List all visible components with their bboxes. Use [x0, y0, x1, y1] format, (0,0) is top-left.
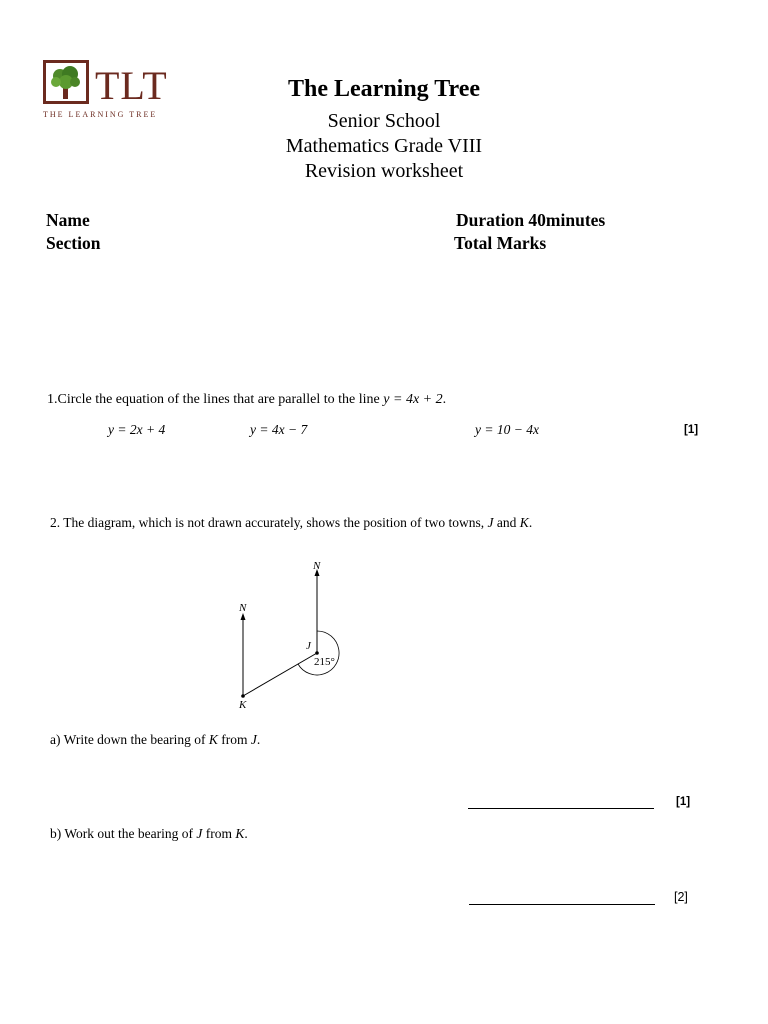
worksheet-type: Revision worksheet	[304, 160, 464, 182]
bearing-diagram	[220, 555, 370, 715]
q1-marks: [1]	[684, 424, 699, 436]
point-j-label: J	[306, 640, 311, 652]
school-name: Senior School	[327, 110, 441, 132]
angle-label: 215°	[314, 656, 335, 668]
question-2-text: 2. The diagram, which is not drawn accurately, shows the position of two towns, J and K.	[50, 515, 533, 530]
point-k	[241, 694, 245, 698]
point-k-label: K	[239, 699, 247, 711]
page-title: The Learning Tree	[288, 76, 480, 102]
q1-option-3[interactable]: y = 10 − 4x	[475, 422, 539, 437]
subject-grade: Mathematics Grade VIII	[285, 135, 483, 157]
q1-option-1[interactable]: y = 2x + 4	[108, 422, 166, 437]
total-marks-label: Total Marks	[454, 233, 547, 253]
part-a-answer-line[interactable]	[468, 808, 654, 809]
k-north-arrow	[241, 613, 246, 620]
point-j	[315, 651, 319, 655]
duration-label: Duration 40minutes	[456, 210, 606, 230]
section-label: Section	[46, 233, 101, 253]
part-b-marks: [2]	[674, 890, 688, 904]
logo-letters: TLT	[95, 63, 168, 108]
part-a-marks: [1]	[676, 796, 691, 808]
part-a-text: a) Write down the bearing of K from J.	[50, 732, 261, 747]
q1-option-2[interactable]: y = 4x − 7	[250, 422, 308, 437]
question-1-text: 1.Circle the equation of the lines that are parallel to the line y = 4x + 2.	[47, 392, 447, 407]
name-label: Name	[46, 210, 90, 230]
jk-line	[243, 653, 317, 696]
part-b-answer-line[interactable]	[469, 904, 655, 905]
north-label-k: N	[239, 602, 247, 614]
part-b-text: b) Work out the bearing of J from K.	[50, 826, 248, 841]
q1-equation: y = 4x + 2	[383, 392, 443, 407]
north-label-j: N	[313, 560, 321, 572]
logo-caption: THE LEARNING TREE	[43, 110, 158, 119]
